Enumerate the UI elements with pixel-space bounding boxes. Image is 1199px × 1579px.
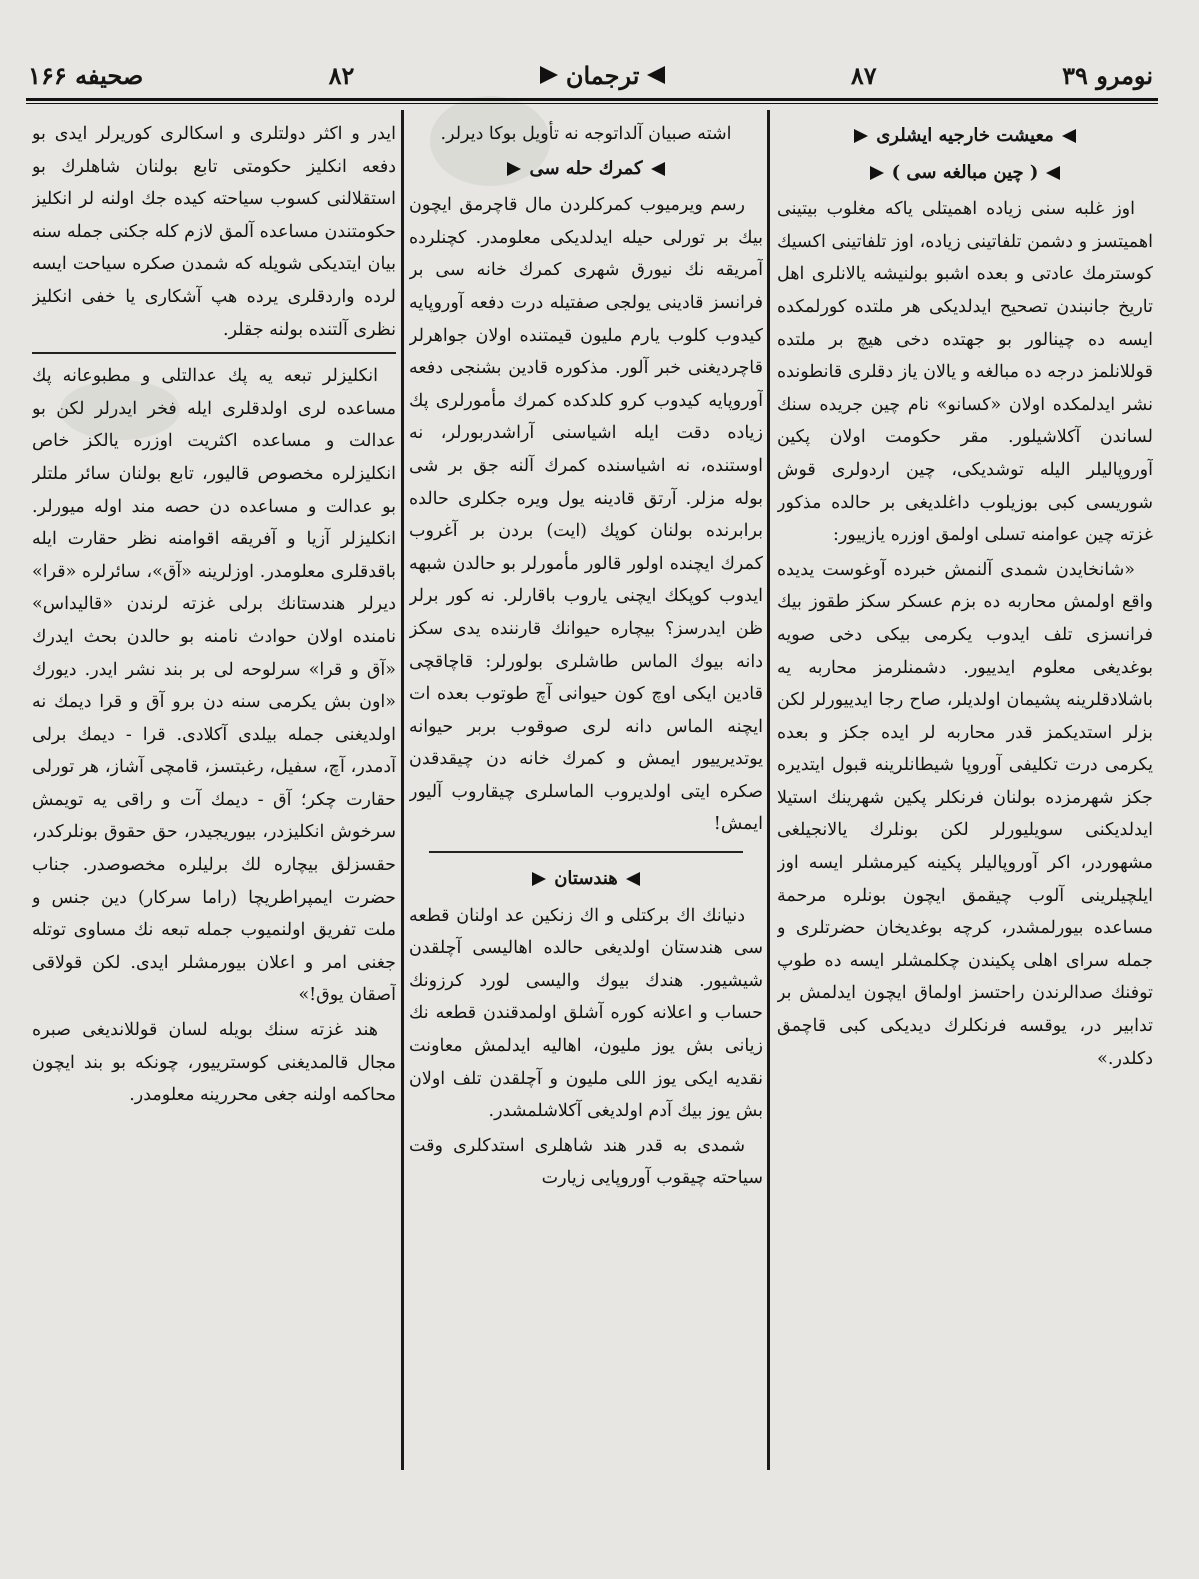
article-heading — [409, 863, 763, 896]
column-middle — [409, 118, 763, 1458]
paragraph: اوز غلبه سنى زياده اهميتلى ياكه مغلوب بيتينى اهميتسز و دشمن تلفاتينى زياده، اوز تلفاتينى اكسيك كوسترمك عادتى و بعده اشبو بولنيشه يالانلرى اهل تاريخ جانبندن تصحيح ايدلديكى هر ملتده كورلمكده ايسه ده چينالور بو جهتده دخى هيچ بر ملتده قوللانلمز درجه ده مبالغه و يالان ياز دقلرى قانطونده نشر ايدلمكده اولان «كسانو» نام چين جريده سنك لساندن آكلاشيلور. مقر حكومت اولان پكين آوروپاليلر اليله توشديكى، چين اردولرى قوش شوريسى كبى بوزيلوب داغلديغى بر حالده مذكور غزته چين عوامنه تسلى اولمق اوزره يازييور: — [777, 199, 1153, 546]
column-rule — [401, 110, 404, 1470]
paragraph: شمدى به قدر هند شاهلرى استدكلرى وقت سياحته چيقوب آوروپايى زيارت — [409, 1135, 763, 1189]
ornament-icon — [870, 166, 884, 180]
ornament-icon — [540, 66, 558, 84]
ornament-icon — [651, 162, 665, 176]
masthead — [28, 52, 1153, 98]
page-number: صحيفه ۱۶۶ — [28, 60, 144, 90]
ornament-icon — [854, 129, 868, 143]
column-left — [32, 118, 396, 1458]
masthead-rule — [26, 98, 1158, 104]
heading-text: هندستان — [554, 868, 618, 890]
section-divider — [32, 352, 396, 354]
year-left: ۸۲ — [328, 60, 355, 90]
subheading-text: ( چين مبالغه سى ) — [891, 161, 1039, 183]
article-heading — [409, 153, 763, 186]
section-divider — [429, 851, 743, 853]
paragraph: هند غزته سنك بويله لسان قوللانديغى صبره مجال قالمديغنى كوسترييور، چونكه بو بند ايچون محاكمه اولنه جغى محررينه معلومدر. — [32, 1020, 396, 1106]
year-right: ۸۷ — [850, 60, 877, 90]
ornament-icon — [532, 872, 546, 886]
paragraph: اشته صبيان آلداتوجه نه تأويل بوكا ديرلر. — [440, 124, 732, 144]
title-block — [540, 61, 666, 90]
paragraph: ايدر و اكثر دولتلرى و اسكالرى كوريرلر ايدى بو دفعه انكليز حكومتى تابع بولنان شاهلرك بو استقلالنى كسوب سياحته كيده جك اولنه لر انكليز حكومتندن مساعده آلمق لازم كله جكنى جمله سنه بيان ايتديكى شويله كه شمدن صكره سياحت ايسه لرده واردقلرى يرده هپ آشكارى يا خفى انكليز نظرى آلتنده بولنه جقلر. — [32, 124, 396, 340]
ornament-icon — [626, 872, 640, 886]
ornament-icon — [647, 66, 665, 84]
ornament-icon — [1046, 166, 1060, 180]
article-subheading — [777, 157, 1153, 190]
paragraph: انكليزلر تبعه يه پك عدالتلى و مطبوعانه پك مساعده لرى اولدقلرى ايله فخر ايدرلر لكن بو عدالت و مساعده اكثريت اوزره يالكز خاص انكليزلره مخصوص قاليور، تابع بولنان سائر ملتلر بو عدالت و مساعده دن حصه مند اوله ميورلر. انكليزلر آزيا و آفريقه اقوامنه نظر حقارت ايله باقدقلرى معلومدر. اوزلرينه «آق»، سائرلره «قرا» ديرلر هندستانك برلى غزته لرندن «قاليداس» نامنده اولان حوادث نامنه بو حالدن بحث ايدرك «آق و قرا» سرلوحه لى بر بند نشر ايدر. ديورك «اون بش يكرمى سنه دن برو آق و قرا ديمك نه اولديغنى جمله بيلدى آكلادى. قرا - ديمك برلى آدمدر، آچ، سفيل، رغبتسز، قامچى آشاز، هر تورلى حقارت چكر؛ آق - ديمك آت و راقى يه تويمش سرخوش انكليزدر، بيوريجيدر، حق حقوق بونلركدر، حقسزلق بيچاره لك برليلره مخصوصدر. جناب حضرت ايمپراطريچا (راما سركار) دين جنس و ملت تفريق اولنميوب جمله تبعه نك مساوى توتله جغنى امر و اعلان بيورمشلر ايدى. لكن قولاقى آصقان يوق!» — [32, 366, 396, 1006]
column-right — [777, 118, 1153, 1458]
paragraph: «شانخايدن شمدى آلنمش خبرده آوغوست يديده واقع اولمش محاربه ده بزم عسكر سكز طقوز بيك فرانسزى تلف ايدوب يكرمى بيكى دخى صويه بوغديغى معلوم ايدييور. دشمنلرمز محاربه يه باشلادقلرينه پشيمان اولديلر، صاح رجا ايدييورلر لكن بزلر استديكمز قدر محاربه لر ايده جكز و بعده يكرمى درت تكليفى آوروپا شيطانلرينه قبول ايتديره جكز شهرمزده بولنان فرنكلر پكين شهرينك استيلا ايدلديكنى سويليورلر لكن بونلرك يالانجيلغى مشهوردر، اكر آوروپاليلر پكينه كيرمشلر ايسه اوز ايلچيلرينى آلوب چيقمق ايچون بونلره مرحمة مساعده بيورلمشدر، كرچه بوغديخان حضرتلرى و جمله سراى اهلى پكيندن چكلمشلر ايسه ده طوپ توفنك صدالرندن راحتسز اولماق ايچون ايدلمش بر تدابير در، يوقسه فرنكلرك ديديكى كبى قاچمق دكلدر.» — [777, 559, 1153, 1069]
newspaper-title: ترجمان — [565, 60, 640, 90]
ornament-icon — [507, 162, 521, 176]
paragraph: دنيانك اك بركتلى و اك زنكين عد اولنان قطعه سى هندستان اولديغى حالده اهاليسى آچلقدن شيشيور. هندك بيوك واليسى لورد كرزونك حساب و اعلانه كوره آشلق اولمدقندن قطعه نك زيانى بش يوز مليون، اهاليه ايدلمش معاونت نقديه ايكى يوز اللى مليون و آچلقدن تلف اولان بش يوز بيك آدم اولديغى آكلاشلمشدر. — [409, 905, 763, 1122]
heading-text: كمرك حله سى — [529, 157, 643, 179]
column-rule — [767, 110, 770, 1470]
ornament-icon — [1062, 129, 1076, 143]
heading-text: معيشت خارجيه ايشلرى — [876, 125, 1054, 146]
paragraph: رسم ويرميوب كمركلردن مال قاچرمق ايچون بيك بر تورلى حيله ايدلديكى معلومدر. كچنلرده آمريقه نك نيورق شهرى كمرك خانه سى بر فرانسز قادينى يولجى صفتيله درت دفعه آوروپايه كيدوب كلوب يارم مليون قيمتنده اولان جواهرلر قاچرديغنى خبر آلور. مذكوره قادين بشنجى دفعه آوروپايه كيدوب كرو كلدكده كمرك مأمورلرى پك زياده دقت ايله اشياسنى آراشدربورلر، نه اوستنده، نه اشياسنده كمرك آلنه جق بر شى بوله مزلر. آرتق قادينه يول ويره جكلرى حالده برابرنده بولنان كوپك (ايت) بردن بر آغروب كمرك ايچنده اولور قالور مأمورلر بو حالدن شبهه ايدوب كوپكك ايچنى ياروب باقارلر. نه كور برلر ظن ايدرسز؟ بيچاره حيوانك قارننده يدى سكز دانه بيوك الماس طاشلرى بولورلر: قاچاقچى قادين ايكى اوچ كون حيوانى آچ طوتوب بعده ات ايچنه الماس دانه لرى صوقوب بربر حيوانه يوتديرييور ايمش و كمرك خانه دن چيقدقدن صكره ايتى اولديروب الماسلرى چيقاروب آليور ايمش! — [409, 195, 763, 835]
issue-number: نومرو ۳۹ — [1062, 60, 1153, 90]
article-heading — [777, 120, 1153, 153]
